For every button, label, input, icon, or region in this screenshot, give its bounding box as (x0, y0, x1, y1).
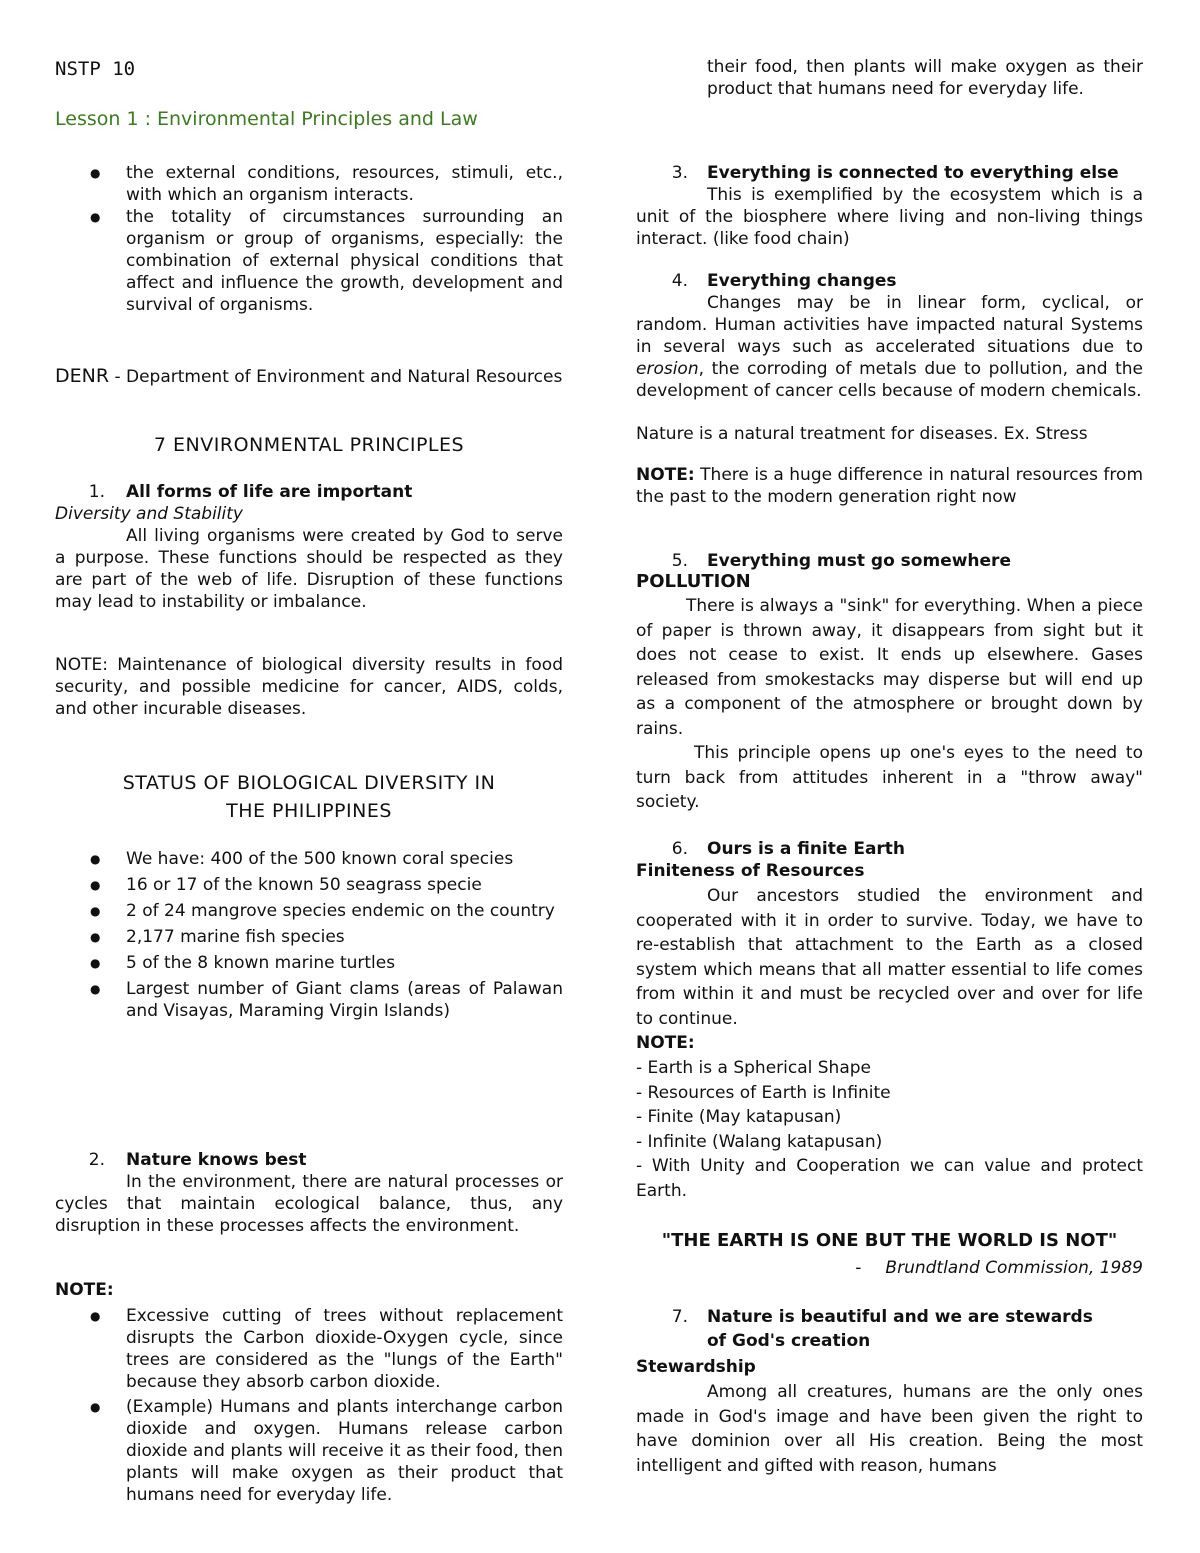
list-item: - Infinite (Walang katapusan) (636, 1131, 883, 1152)
list-item: ● 16 or 17 of the known 50 seagrass specie (55, 874, 563, 896)
principle-4-nature-line: Nature is a natural treatment for diseases. Ex. Stress (636, 424, 1088, 444)
principle-7 (636, 1306, 1143, 1352)
principle-2-note-continued: their food, then plants will make oxygen as their product that humans need for everyday life. (707, 57, 1143, 99)
list-item: ● the totality of circumstances surrounding an organism or group of organisms, especially: the combination of external physical conditions that affect and influence the growth, development and survival of organisms. (55, 206, 563, 316)
lesson-title: Lesson 1 : Environmental Principles and Law (55, 108, 478, 130)
quote-dash: - (855, 1258, 862, 1278)
denr-text: - Department of Environment and Natural Resources (109, 367, 563, 387)
principles-heading: 7 ENVIRONMENTAL PRINCIPLES (153, 434, 465, 456)
principle-6-subtitle: Finiteness of Resources (636, 861, 865, 881)
principle-7-subtitle: Stewardship (636, 1357, 756, 1377)
principle-title: All forms of life are important (126, 482, 413, 502)
principle-number: 6. (671, 839, 688, 859)
principle-2-note-list (55, 1305, 563, 1505)
principle-4-body-text-end: , the corroding of metals due to pollution, and the development of cancer cells because of modern chemicals. (636, 359, 1143, 401)
quote-text: "THE EARTH IS ONE BUT THE WORLD IS NOT" (661, 1230, 1118, 1251)
intro-definition-list (55, 162, 563, 316)
principle-number: 3. (671, 163, 688, 183)
principle-1 (55, 481, 563, 503)
principle-3 (636, 162, 1143, 184)
principle-number: 2. (88, 1150, 105, 1170)
denr-definition (55, 365, 563, 388)
list-item: - Resources of Earth is Infinite (636, 1082, 891, 1103)
list-item: - Earth is a Spherical Shape (636, 1058, 871, 1078)
principle-number: 7. (671, 1307, 688, 1327)
principle-7-body: Among all creatures, humans are the only ones made in God's image and have been given the right to have dominion over all His creation. Being the most intelligent and gifted with reason, humans (636, 1382, 1143, 1476)
principle-title: Everything is connected to everything else (707, 163, 1119, 183)
list-item: ● Excessive cutting of trees without replacement disrupts the Carbon dioxide-Oxygen cycle, since trees are considered as the "lungs of the Earth" because they absorb carbon dioxide. (55, 1305, 563, 1393)
note-text: There is a huge difference in natural resources from the past to the modern generation right now (636, 465, 1143, 507)
list-item: - Finite (May katapusan) (636, 1107, 842, 1127)
principle-4-body (636, 292, 1143, 402)
denr-abbr: DENR (55, 365, 110, 387)
principle-3-body: This is exemplified by the ecosystem which is a unit of the biosphere where living and non-living things interact. (like food chain) (636, 185, 1143, 249)
list-item: ● 5 of the 8 known marine turtles (55, 952, 563, 974)
principle-5 (636, 550, 1143, 572)
principle-6 (636, 838, 1143, 860)
principle-4-note (636, 464, 1143, 508)
principle-2-note-label: NOTE: (55, 1280, 114, 1300)
principle-2 (55, 1149, 563, 1171)
principle-6-body: Our ancestors studied the environment and cooperated with it in order to survive. Today, we have to re-establish that attachment to the Earth as a closed system which means that all matter essential to life comes from within it and must be recycled over and over for life to continue. (636, 886, 1143, 1029)
principle-title: Everything changes (707, 271, 897, 291)
principle-6-note-list (636, 1056, 1143, 1203)
list-item: ● Largest number of Giant clams (areas of Palawan and Visayas, Maraming Virgin Islands) (55, 978, 563, 1022)
note-label: NOTE: (636, 465, 695, 485)
list-item: ● 2,177 marine fish species (55, 926, 563, 948)
principle-number: 5. (671, 551, 688, 571)
principle-5-body-1: There is always a "sink" for everything. When a piece of paper is thrown away, it disappears from sight but it does not cease to exist. It ends up elsewhere. Gases released from smokestacks may disperse but will end up as a component of the atmosphere or brought down by rains. (636, 596, 1143, 739)
principle-1-subtitle: Diversity and Stability (55, 504, 243, 524)
principle-1-note: NOTE: Maintenance of biological diversity results in food security, and possible medicine for cancer, AIDS, colds, and other incurable diseases. (55, 655, 563, 719)
principle-6-note-label: NOTE: (636, 1033, 695, 1053)
principle-4-body-emphasis: erosion (636, 359, 699, 379)
status-heading (55, 769, 563, 825)
principle-title: Nature knows best (126, 1150, 307, 1170)
principle-title-cont: of God's creation (707, 1331, 871, 1351)
status-list (55, 848, 563, 1022)
principle-1-body: All living organisms were created by God to serve a purpose. These functions should be respected as they are part of the web of life. Disruption of these functions may lead to instability or imbalance. (55, 526, 563, 612)
list-item: ● the external conditions, resources, stimuli, etc., with which an organism interacts. (55, 162, 563, 206)
course-code: NSTP 10 (55, 58, 136, 80)
principle-2-body: In the environment, there are natural processes or cycles that maintain ecological balance, thus, any disruption in these processes affects the environment. (55, 1172, 563, 1236)
quote-source: Brundtland Commission, 1989 (885, 1258, 1143, 1278)
principle-title: Ours is a finite Earth (707, 839, 906, 859)
quote-attribution (636, 1257, 1143, 1279)
status-heading-line-1: STATUS OF BIOLOGICAL DIVERSITY IN (122, 772, 496, 794)
principle-4 (636, 270, 1143, 292)
list-item: - With Unity and Cooperation we can value and protect Earth. (636, 1156, 1143, 1201)
principle-number: 4. (671, 271, 688, 291)
principle-4-body-text: Changes may be in linear form, cyclical, or random. Human activities have impacted natural Systems in several ways such as accelerated situations due to (636, 293, 1143, 357)
list-item: ● We have: 400 of the 500 known coral species (55, 848, 563, 870)
status-heading-line-2: THE PHILIPPINES (226, 800, 392, 822)
principle-5-subtitle: POLLUTION (636, 571, 751, 592)
principle-title: Everything must go somewhere (707, 551, 1011, 571)
list-item: ● 2 of 24 mangrove species endemic on the country (55, 900, 563, 922)
principle-title: Nature is beautiful and we are stewards (707, 1307, 1093, 1327)
principle-number: 1. (88, 482, 105, 502)
list-item: ● (Example) Humans and plants interchange carbon dioxide and oxygen. Humans release carbon dioxide and plants will receive it as their food, then plants will make oxygen as their product that humans need for everyday life. (55, 1396, 563, 1462)
principle-5-body-2: This principle opens up one's eyes to the need to turn back from attitudes inherent in a "throw away" society. (636, 743, 1143, 812)
